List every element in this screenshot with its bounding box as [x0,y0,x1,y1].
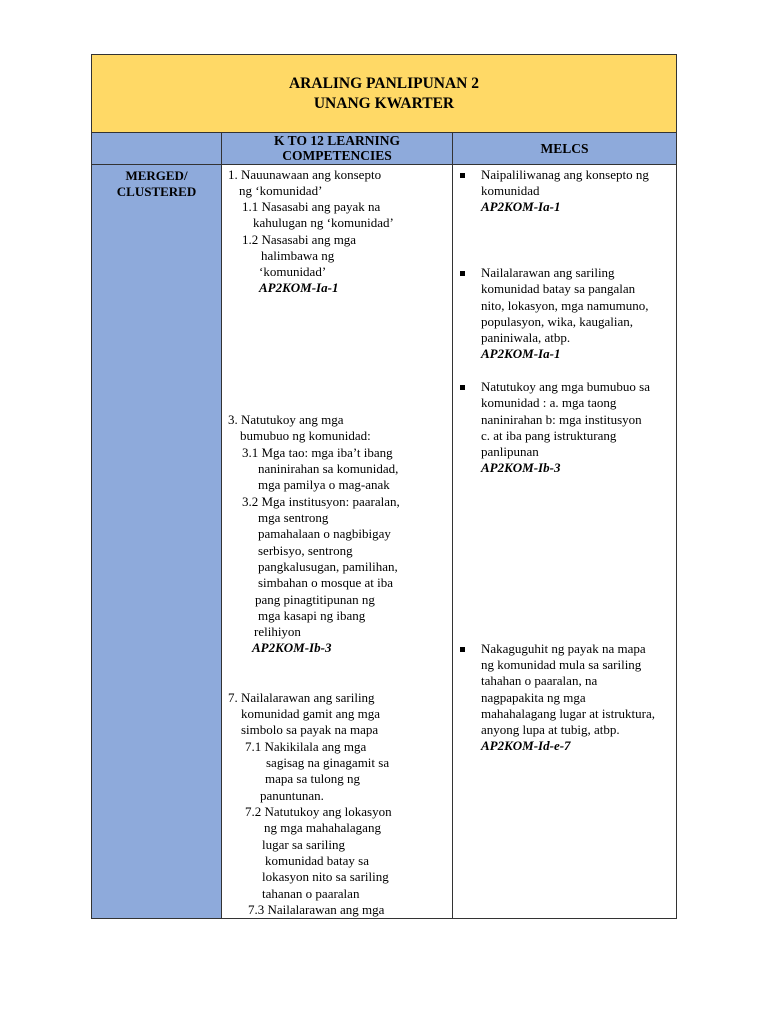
melc-line: Naipaliliwanag ang konsepto ng [481,167,649,182]
competency-line: 3.2 Mga institusyon: paaralan, [242,494,400,509]
competency-code: AP2KOM-Ib-3 [252,640,332,655]
competency-line: pamahalaan o nagbibigay [258,526,391,541]
competency-line: naninirahan sa komunidad, [258,461,399,476]
competency-line: mga kasapi ng ibang [258,608,366,623]
melc-line: mahahalagang lugar at istruktura, [481,706,655,721]
title-banner [91,54,677,133]
row-label-line2: CLUSTERED [116,184,197,199]
competencies-cell [221,165,452,918]
competency-line: komunidad gamit ang mga [241,706,381,721]
quarter-title: UNANG KWARTER [313,95,455,112]
subject-title: ARALING PANLIPUNAN 2 [288,75,480,92]
competency-line: sagisag na ginagamit sa [266,755,390,770]
header-melcs [452,133,676,164]
bullet-icon [460,271,465,276]
competency-line: 7.1 Nakikilala ang mga [245,739,367,754]
competency-line: lokasyon nito sa sariling [262,869,389,884]
competency-code: AP2KOM-Ia-1 [259,280,339,295]
competency-line: 7.2 Natutukoy ang lokasyon [245,804,392,819]
competency-line: relihiyon [254,624,301,639]
table-header-row [91,132,677,165]
competency-line: pangkalusugan, pamilihan, [258,559,398,574]
row-label-cell [92,165,221,918]
bullet-icon [460,173,465,178]
melc-code: AP2KOM-Ia-1 [481,199,561,214]
melc-code: AP2KOM-Ib-3 [481,460,561,475]
competency-line: panuntunan. [260,788,324,803]
row-label-line1: MERGED/ [125,168,188,183]
melc-line: komunidad [481,183,540,198]
melc-line: panlipunan [481,444,539,459]
melc-line: ng komunidad mula sa sariling [481,657,642,672]
melc-line: Natutukoy ang mga bumubuo sa [481,379,650,394]
competency-line: ng ‘komunidad’ [239,183,323,198]
competency-line: halimbawa ng [261,248,335,263]
melc-line: tahahan o paaralan, na [481,673,598,688]
competency-line: mapa sa tulong ng [265,771,360,786]
melc-line: komunidad batay sa pangalan [481,281,636,296]
melcs-cell [452,165,676,918]
table-body-row [91,164,677,919]
competency-line: ‘komunidad’ [259,264,327,279]
competency-line: bumubuo ng komunidad: [240,428,371,443]
melc-code: AP2KOM-Id-e-7 [481,738,571,753]
competency-line: lugar sa sariling [262,837,346,852]
melc-line: nito, lokasyon, mga namumuno, [481,298,649,313]
competency-line: mga sentrong [258,510,329,525]
melc-line: Nakaguguhit ng payak na mapa [481,641,646,656]
competency-line: 1.1 Nasasabi ang payak na [242,199,381,214]
melc-line: naninirahan b: mga institusyon [481,412,642,427]
melc-code: AP2KOM-Ia-1 [481,346,561,361]
competency-line: simbolo sa payak na mapa [241,722,379,737]
melc-line: populasyon, wika, kaugalian, [481,314,633,329]
competency-line: 7.3 Nailalarawan ang mga [248,902,385,917]
competency-line: 7. Nailalarawan ang sariling [228,690,375,705]
competency-line: ng mga mahahalagang [264,820,381,835]
competency-line: tahanan o paaralan [262,886,360,901]
melc-line: Nailalarawan ang sariling [481,265,615,280]
header-competencies-line1: K TO 12 LEARNING [274,133,400,148]
competency-line: 3.1 Mga tao: mga iba’t ibang [242,445,393,460]
melc-line: nagpapakita ng mga [481,690,586,705]
header-competencies-line2: COMPETENCIES [282,148,392,163]
melc-line: anyong lupa at tubig, atbp. [481,722,620,737]
competency-line: mga pamilya o mag-anak [258,477,390,492]
bullet-icon [460,385,465,390]
melc-line: komunidad : a. mga taong [481,395,617,410]
header-melcs-label: MELCS [540,141,589,156]
competency-line: komunidad batay sa [265,853,369,868]
competency-line: 1.2 Nasasabi ang mga [242,232,357,247]
competency-line: 3. Natutukoy ang mga [228,412,344,427]
header-empty-cell [92,133,221,164]
melc-line: c. at iba pang istrukturang [481,428,617,443]
competency-line: kahulugan ng ‘komunidad’ [253,215,394,230]
competency-line: pang pinagtitipunan ng [255,592,375,607]
competency-line: simbahan o mosque at iba [258,575,394,590]
competency-line: 1. Nauunawaan ang konsepto [228,167,382,182]
melc-line: paniniwala, atbp. [481,330,571,345]
competency-line: serbisyo, sentrong [258,543,353,558]
bullet-icon [460,647,465,652]
header-competencies [221,133,452,164]
